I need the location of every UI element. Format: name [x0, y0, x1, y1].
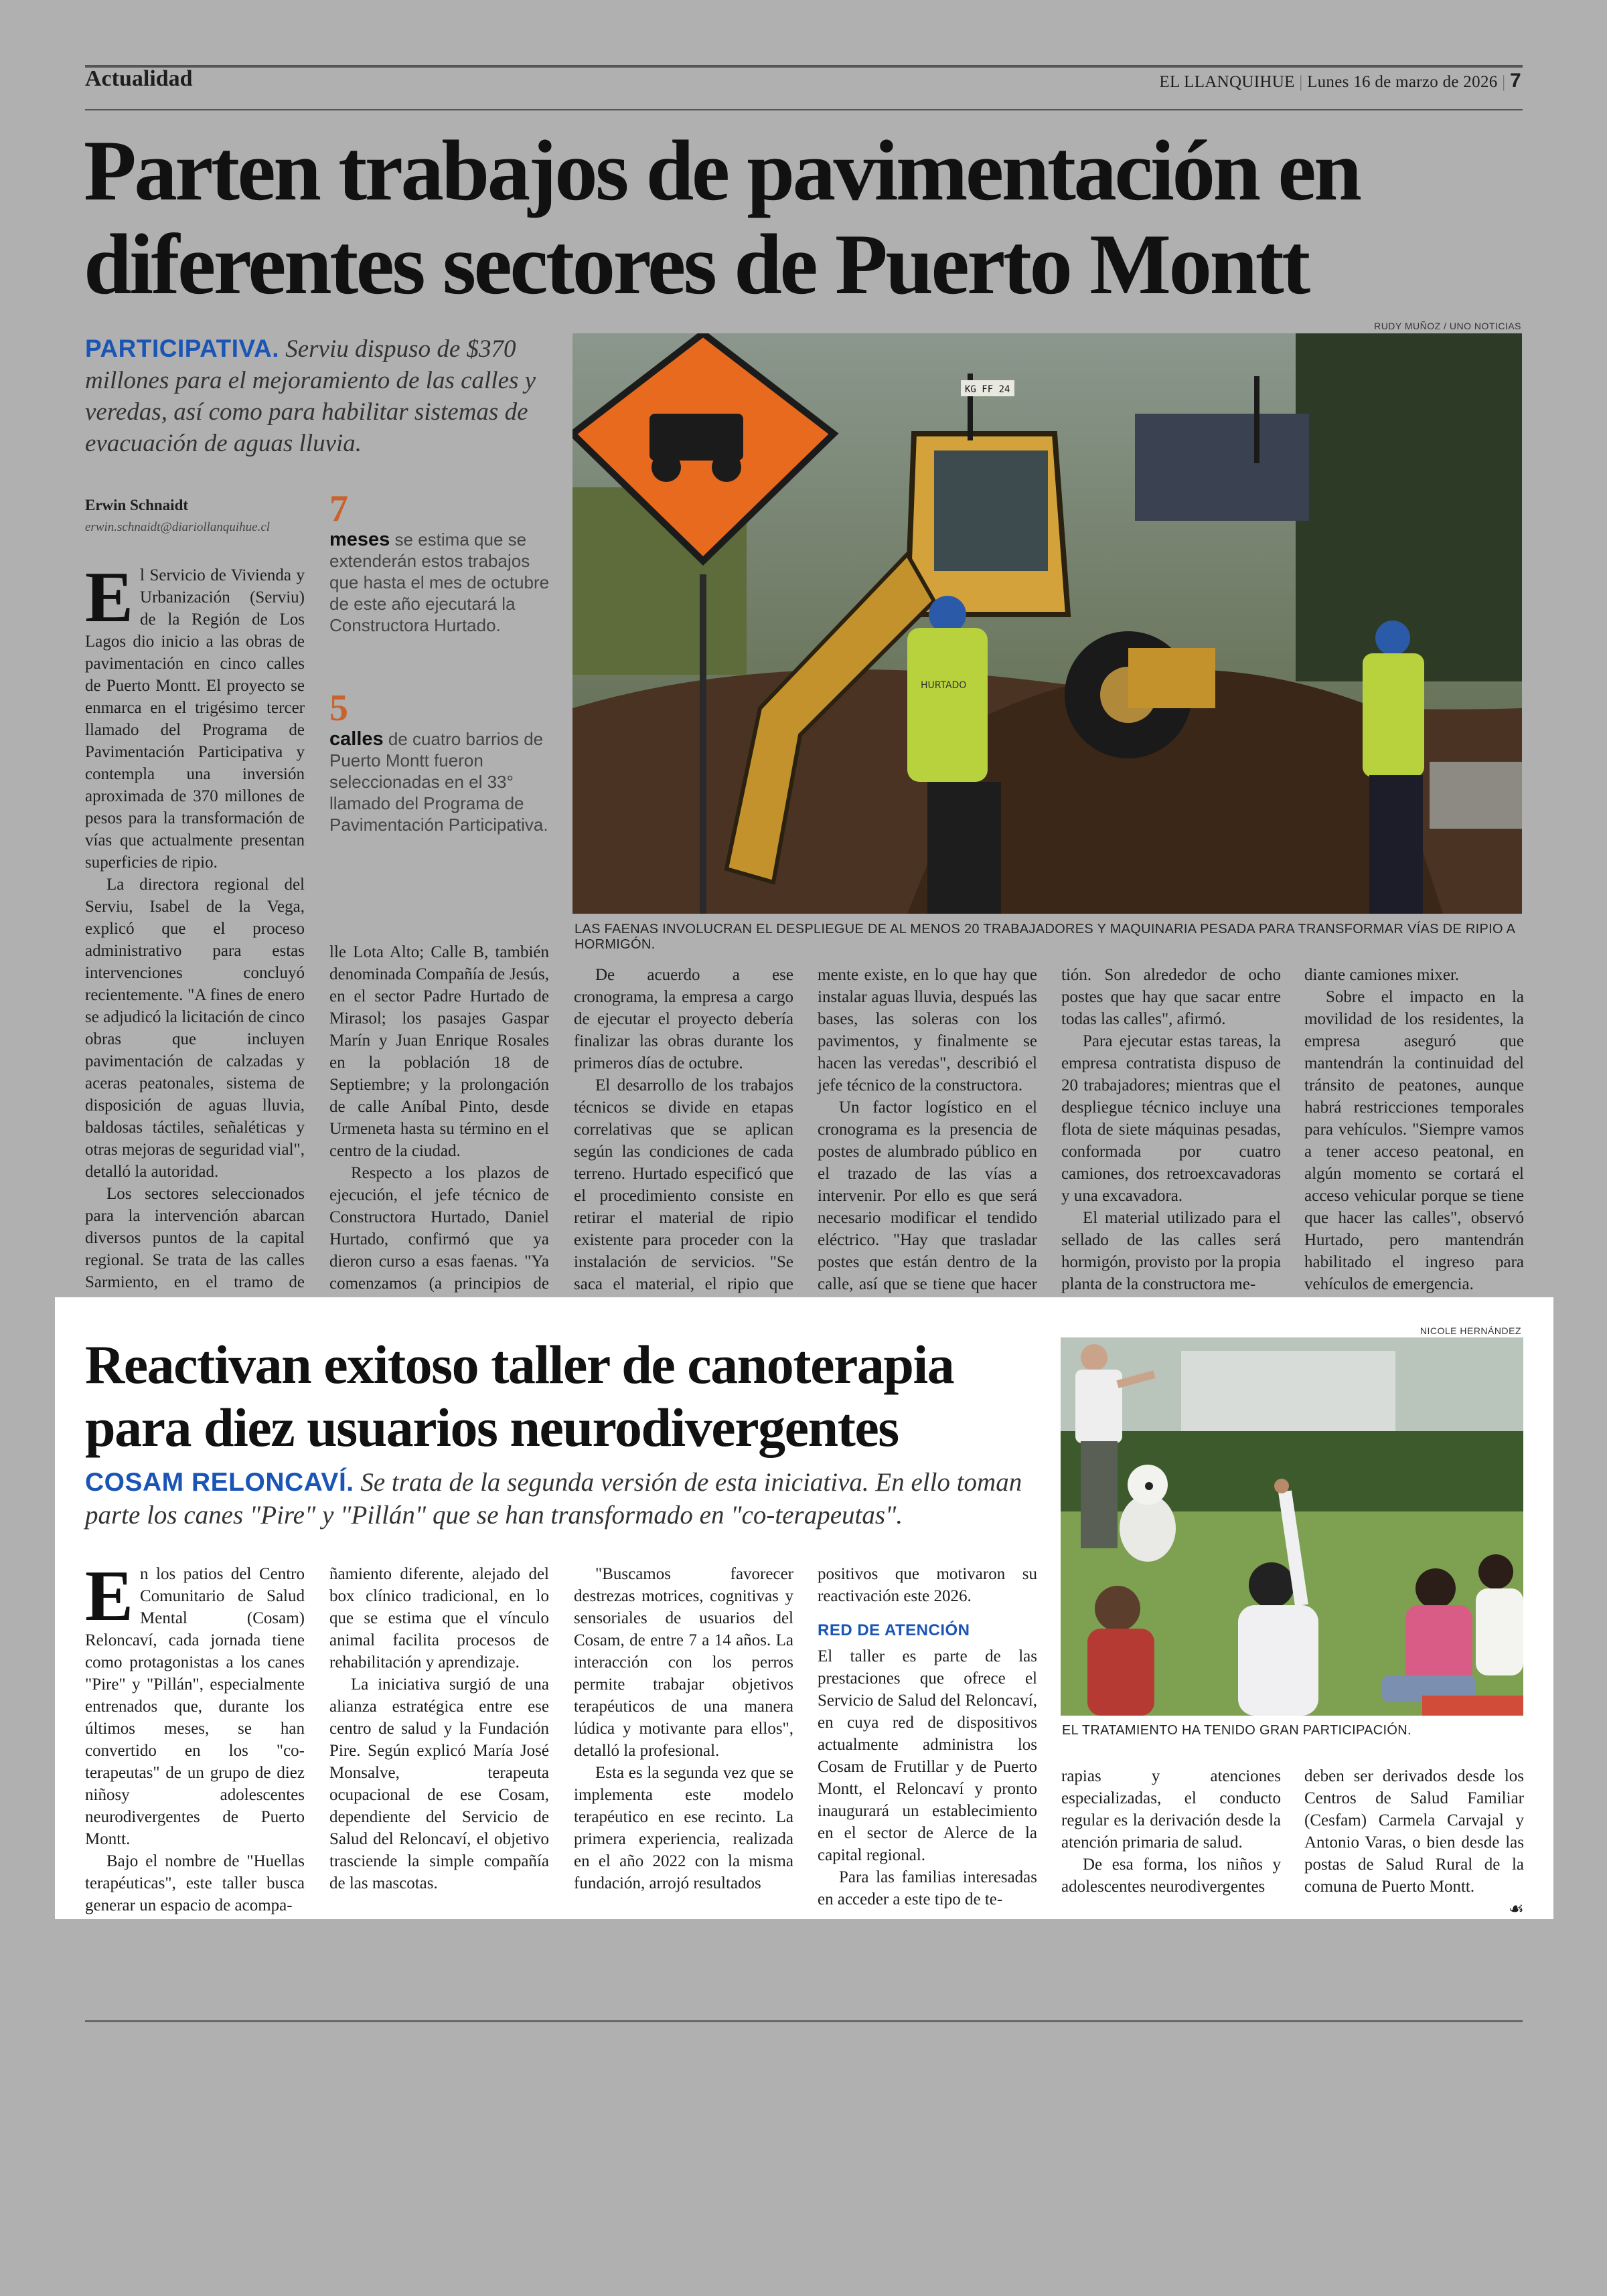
article1-headline-line1: Parten trabajos de pavimentación en [84, 122, 1360, 218]
article2-paragraph: n los patios del Centro Comunitario de Salud Mental (Cosam) Reloncaví, cada jornada tiene como protagonistas a los canes "Pire" y "Pillán", especialmente entrenados que, durante los últimos meses, se han convertido en los "co-terapeutas" de un grupo de diez niñosy adolescentes neurodivergentes de Puerto Montt. [85, 1565, 305, 1848]
article1-paragraph: El material utilizado para el sellado de las calles será hormigón, provisto por la propia planta de la constructora me- [1061, 1209, 1281, 1293]
article2-column-2 [329, 1563, 549, 1894]
article1-paragraph: diante camiones mixer. [1304, 966, 1460, 984]
article2-paragraph: deben ser derivados desde los Centros de Salud Familiar (Cesfam) Carmela Carvajal y Antonio Varas, o bien desde las postas de Salud Rural de la comuna de Puerto Montt. [1304, 1767, 1524, 1896]
article1-paragraph: El desarrollo de los trabajos técnicos se divide en etapas correlativas que se aplican según las condiciones de cada terreno. Hurtado especificó que el procedimiento consiste en retirar el material de ripio existente para proceder con la instalación de servicios. "Se saca el material, el ripio que [574, 1076, 793, 1293]
section-label: Actualidad [85, 66, 193, 91]
article1-headline-line2: diferentes sectores de Puerto Montt [84, 216, 1308, 312]
article2-column-5 [1061, 1765, 1281, 1898]
article1-paragraph: Los sectores seleccionados para la intervención abarcan diversos puntos de la capital regional. Se trata de las calles Sarmiento, en el tramo de [85, 1185, 305, 1291]
fact-box-streets-text: de cuatro barrios de Puerto Montt fueron seleccionadas en el 33° llamado del Programa de Pavimentación Participativa. [329, 729, 548, 835]
issue-date: Lunes 16 de marzo de 2026 [1307, 73, 1498, 91]
bottom-rule [85, 2020, 1523, 2022]
article2-paragraph: positivos que motivaron su reactivación este 2026. [818, 1565, 1037, 1605]
article1-column-4 [818, 964, 1037, 1317]
article2-paragraph: El taller es parte de las prestaciones que ofrece el Servicio de Salud del Reloncaví, en cuya red de dispositivos actualmente administra los Cosam de Frutillar y de Puerto Montt, el Reloncaví y pronto inaugurará un establecimiento en el sector de Alerce de la capital regional. [818, 1647, 1037, 1864]
article1-dek [85, 333, 554, 459]
article1-photo-credit: RUDY MUÑOZ / UNO NOTICIAS [1374, 321, 1521, 331]
masthead: EL LLANQUIHUE | Lunes 16 de marzo de 2026 | 7 [1159, 70, 1521, 92]
vest-text: HURTADO [921, 680, 967, 691]
fact-box-months [329, 489, 550, 636]
article2-paragraph: La iniciativa surgió de una alianza estratégica entre ese centro de salud y la Fundación Pire. Según explicó María José Monsalve, terapeuta ocupacional de ese Cosam, dependiente del Servicio de Salud del Reloncaví, el objetivo trasciende la simple compañía de las mascotas. [329, 1675, 549, 1892]
article2-paragraph: De esa forma, los niños y adolescentes neurodivergentes [1061, 1856, 1281, 1896]
top-rule [85, 65, 1523, 68]
article2-headline [85, 1333, 1063, 1459]
fact-box-months-lead: meses [329, 529, 390, 550]
article1-kicker: PARTICIPATIVA. [85, 335, 279, 362]
article2-column-3 [574, 1563, 793, 1894]
article1-author-email[interactable]: erwin.schnaidt@diariollanquihue.cl [85, 520, 271, 534]
article2-paragraph: "Buscamos favorecer destrezas motrices, cognitivas y sensoriales de usuarios del Cosam, de entre 7 a 14 años. La interacción con los perros permite trabajar objetivos terapéuticos de una manera lúdica y motivante para ellos", detalló la profesional. [574, 1565, 793, 1760]
article1-column-5 [1061, 964, 1281, 1295]
fact-box-streets-number: 5 [329, 687, 348, 729]
header-rule [85, 109, 1523, 110]
article2-subhead: RED DE ATENCIÓN [818, 1621, 970, 1639]
article1-column-6 [1304, 964, 1524, 1318]
article2-photo-caption: EL TRATAMIENTO HA TENIDO GRAN PARTICIPACIÓN. [1062, 1723, 1411, 1738]
article1-dek-text: Serviu dispuso de $370 millones para el mejoramiento de las calles y veredas, así como para habilitar sistemas de evacuación de aguas lluvia. [85, 335, 536, 457]
fact-box-streets [329, 688, 550, 835]
article1-paragraph: tión. Son alrededor de ocho postes que hay que sacar entre todas las calles", afirmó. [1061, 966, 1281, 1028]
fact-box-streets-lead: calles [329, 728, 384, 750]
article2-kicker: COSAM RELONCAVÍ. [85, 1468, 354, 1497]
article1-column-2 [329, 941, 549, 1339]
article1-dropcap: E [85, 558, 134, 637]
page-number: 7 [1510, 70, 1521, 92]
article1-byline: Erwin Schnaidt [85, 497, 189, 513]
article1-paragraph: De acuerdo a ese cronograma, la empresa a cargo de ejecutar el proyecto debería finalizar las obras durante los primeros días de octubre. [574, 966, 793, 1072]
article2-paragraph: rapias y atenciones especializadas, el conducto regular es la derivación desde la atención primaria de salud. [1061, 1767, 1281, 1852]
article2-dek [85, 1466, 1063, 1532]
article1-column-1 [85, 558, 305, 1337]
article2-column-1 [85, 1556, 305, 1916]
article2-headline-line2: para diez usuarios neurodivergentes [85, 1397, 899, 1458]
article2-paragraph: ñamiento diferente, alejado del box clínico tradicional, en lo que se estima que el vínculo animal facilita procesos de rehabilitación y aprendizaje. [329, 1565, 549, 1671]
article1-paragraph: Sobre el impacto en la movilidad de los residentes, la empresa aseguró que mantendrán la continuidad del tránsito de peatones, aunque habrá restricciones temporales para vehículos. "Siempre vamos a tener acceso peatonal, en algún momento se cortará el acceso vehicular porque se tiene que hacer las calles", observó Hurtado, pero mantendrán habilitado el ingreso para vehículos de emergencia. [1304, 988, 1524, 1293]
article2-paragraph: Esta es la segunda vez que se implementa este modelo terapéutico en ese recinto. La primera experiencia, realizada en el año 2022 con la misma fundación, arrojó resultados [574, 1764, 793, 1892]
article2-photo [1061, 1337, 1523, 1716]
fact-box-months-text: se estima que se extenderán estos trabajos que hasta el mes de octubre de este año ejecutará la Constructora Hurtado. [329, 529, 550, 635]
article1-photo [572, 333, 1522, 914]
canine-therapy-scene-image [1061, 1337, 1523, 1716]
article2-paragraph: Para las familias interesadas en acceder a este tipo de te- [818, 1868, 1037, 1908]
article2-dropcap: E [85, 1556, 134, 1636]
article1-headline [84, 124, 1523, 311]
article2-headline-line1: Reactivan exitoso taller de canoterapia [85, 1334, 954, 1395]
fact-box-months-number: 7 [329, 488, 348, 529]
article1-paragraph: lle Lota Alto; Calle B, también denominada Compañía de Jesús, en el sector Padre Hurtado de Mirasol; los pasajes Gaspar Marín y Juan Enrique Rosales en la población 18 de Septiembre; y la prolongación de calle Aníbal Pinto, desde Urmeneta hasta su término en el centro de la ciudad. [329, 943, 549, 1160]
article1-photo-caption: LAS FAENAS INVOLUCRAN EL DESPLIEGUE DE AL MENOS 20 TRABAJADORES Y MAQUINARIA PESADA PARA TRANSFORMAR VÍAS DE RIPIO A HORMIGÓN. [575, 922, 1515, 952]
article1-paragraph: Un factor logístico en el cronograma es la presencia de postes de alumbrado público en el trazado de las vías a intervenir. Por ello es que será necesario modificar el tendido eléctrico. "Hay que trasladar postes que están dentro de la calle, así que se tiene que hacer [818, 1098, 1037, 1293]
article1-paragraph: La directora regional del Serviu, Isabel de la Vega, explicó que el proceso administrativo para estas intervenciones concluyó recientemente. "A fines de enero se adjudicó la licitación de cinco obras que incluyen pavimentación de calzadas y aceras peatonales, sistema de disposición de aguas lluvia, baldosas táctiles, señaléticas y otras mejoras de seguridad vial", detalló la autoridad. [85, 876, 305, 1181]
article2-end-mark: ☙ [1508, 1899, 1524, 1918]
article2-photo-credit: NICOLE HERNÁNDEZ [1420, 1325, 1521, 1336]
article1-paragraph: mente existe, en lo que hay que instalar aguas lluvia, después las bases, las soleras con los pavimentos, y finalmente se hacen las veredas", describió el jefe técnico de la constructora. [818, 966, 1037, 1094]
article1-paragraph: l Servicio de Vivienda y Urbanización (Serviu) de la Región de Los Lagos dio inicio a las obras de pavimentación en cinco calles de Puerto Montt. El proyecto se enmarca en el trigésimo tercer llamado del Programa de Pavimentación Participativa y contempla una inversión aproximada de 370 millones de pesos para la transformación de vías que actualmente presentan superficies de ripio. [85, 566, 305, 872]
plate-text: KG FF 24 [965, 384, 1010, 395]
article2-column-6 [1304, 1765, 1524, 1920]
article1-column-3 [574, 964, 793, 1317]
article1-paragraph: Respecto a los plazos de ejecución, el jefe técnico de Constructora Hurtado, Daniel Hurtado, confirmó que ya dieron curso a esas faenas. "Ya comenzamos (a principios de [329, 1164, 549, 1293]
newspaper-name: EL LLANQUIHUE [1159, 73, 1295, 91]
article2-dek-text: Se trata de la segunda versión de esta iniciativa. En ello toman parte los canes "Pire" y "Pillán" que se han transformado en "co-terapeutas". [85, 1468, 1022, 1530]
construction-scene-image [572, 333, 1522, 914]
article1-paragraph: Para ejecutar estas tareas, la empresa contratista dispuso de 20 trabajadores; mientras que el despliegue técnico incluye una flota de siete máquinas pesadas, conformada por cuatro camiones, dos retroexcavadoras y una excavadora. [1061, 1032, 1281, 1205]
article2-paragraph: Bajo el nombre de "Huellas terapéuticas", este taller busca generar un espacio de acompa- [85, 1852, 305, 1914]
article2-column-4 [818, 1563, 1037, 1910]
